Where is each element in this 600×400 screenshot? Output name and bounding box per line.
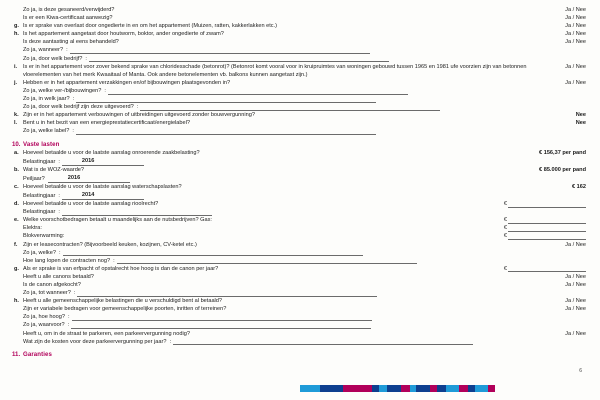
row-label: d. xyxy=(14,201,19,208)
answer-value[interactable]: 2016 xyxy=(48,174,130,183)
question-row xyxy=(10,330,586,338)
answer-blank[interactable] xyxy=(508,265,586,272)
row-answer[interactable]: € 85.000 per pand xyxy=(539,166,586,173)
colon-separator: : xyxy=(66,47,68,54)
answer-blank[interactable] xyxy=(71,322,371,329)
section-title: Garanties xyxy=(23,350,53,358)
barcode-bar xyxy=(475,385,489,392)
section-heading-vaste-lasten xyxy=(10,141,586,148)
question-row xyxy=(10,273,586,281)
row-question: Heeft u, om in de straat te parkeren, een parkeervergunning nodig? xyxy=(23,330,190,337)
row-answer[interactable]: Ja / Nee xyxy=(565,330,586,337)
row-question: Blokverwarming: xyxy=(23,233,65,240)
row-answer[interactable]: Ja / Nee xyxy=(565,298,586,305)
question-row xyxy=(10,249,586,257)
question-row xyxy=(10,166,586,174)
answer-blank[interactable] xyxy=(89,55,389,62)
answer-blank[interactable] xyxy=(508,216,586,223)
top-question-block xyxy=(10,6,586,136)
colon-separator: : xyxy=(58,158,60,165)
row-label: f. xyxy=(14,241,18,248)
euro-symbol: € xyxy=(503,233,507,240)
row-answer[interactable]: Ja / Nee xyxy=(565,23,586,30)
row-question: Belastingjaar xyxy=(23,192,56,199)
colon-separator: : xyxy=(136,104,139,111)
row-question: Belastingjaar xyxy=(23,209,56,216)
row-label: j. xyxy=(14,79,18,86)
answer-blank[interactable] xyxy=(62,208,212,215)
row-answer[interactable]: € 162 xyxy=(572,183,586,190)
row-label: k. xyxy=(14,112,19,119)
question-row xyxy=(10,30,586,38)
question-row xyxy=(10,289,586,297)
row-question: Zo ja, door welk bedrijf? xyxy=(23,55,83,62)
row-answer[interactable]: Ja / Nee xyxy=(565,79,586,86)
colon-separator: : xyxy=(72,96,75,103)
barcode-strip xyxy=(300,385,495,392)
answer-blank[interactable] xyxy=(117,257,417,264)
row-question: Zo ja, door welk bedrijf zijn deze uitgevoerd? xyxy=(23,104,134,111)
row-question: Zijn er in het appartement verbouwingen of uitbreidingen uitgevoerd zonder bouwvergunning? xyxy=(23,112,255,119)
row-question: Heeft u alle gemeenschappelijke belastingen die u verschuldigd bent al betaald? xyxy=(23,298,223,305)
question-row xyxy=(10,208,586,216)
colon-separator: : xyxy=(58,192,60,199)
question-row xyxy=(10,95,586,103)
euro-symbol: € xyxy=(503,217,507,224)
question-row xyxy=(10,281,586,289)
row-answer[interactable]: Ja / Nee xyxy=(565,241,586,248)
answer-blank[interactable] xyxy=(72,314,372,321)
section-title: Vaste lasten xyxy=(23,140,60,148)
row-question: Zo ja, welke ver-/bijbouwingen? xyxy=(23,87,102,94)
row-question: Zo ja, welke label? xyxy=(23,128,70,135)
barcode-bar xyxy=(468,385,475,392)
question-row xyxy=(10,127,586,135)
question-row xyxy=(10,297,586,305)
row-label: e. xyxy=(14,217,19,224)
row-question: Hoeveel betaalde u voor de laatste aanslag onroerende zaakbelasting? xyxy=(23,149,200,156)
question-row xyxy=(10,321,586,329)
row-answer[interactable]: Ja / Nee xyxy=(565,7,586,13)
euro-symbol: € xyxy=(503,201,507,208)
row-answer[interactable]: Ja / Nee xyxy=(565,282,586,288)
answer-blank[interactable] xyxy=(77,289,377,296)
row-question: Is er een Kiwa-certificaat aanwezig? xyxy=(23,15,113,22)
colon-separator: : xyxy=(67,322,70,329)
barcode-bar xyxy=(351,385,358,392)
question-row xyxy=(10,313,586,321)
row-answer[interactable]: Ja / Nee xyxy=(565,31,586,38)
question-row xyxy=(10,38,586,46)
row-question: Hoeveel betaalde u voor de laatste aanslag waterschapslasten? xyxy=(23,183,182,190)
row-answer[interactable]: Nee xyxy=(575,112,586,119)
answer-blank[interactable] xyxy=(70,47,370,54)
row-question: Peiljaar? xyxy=(23,175,45,182)
row-answer[interactable]: Ja / Nee xyxy=(565,39,586,46)
row-question: Is deze aantasting al eens behandeld? xyxy=(23,39,119,46)
answer-blank[interactable] xyxy=(76,95,376,102)
barcode-bar xyxy=(329,385,343,392)
page-number: 6 xyxy=(579,368,582,374)
row-question: Hoe lang lopen de contracten nog? xyxy=(23,257,111,264)
answer-blank[interactable] xyxy=(76,128,376,135)
section-number: 11. xyxy=(12,350,21,358)
question-row xyxy=(10,79,586,87)
question-row xyxy=(10,103,586,111)
colon-separator: : xyxy=(104,87,106,94)
barcode-bar xyxy=(488,385,495,392)
row-question: Als er sprake is van erfpacht of opstalrecht hoe hoog is dan de canon per jaar? xyxy=(23,265,219,272)
question-row xyxy=(10,14,586,22)
row-question: Zijn er leasecontracten? (Bijvoorbeeld keuken, kozijnen, CV-ketel etc.) xyxy=(23,241,197,248)
row-question: Zo ja, hoe hoog? xyxy=(23,314,65,321)
row-question: Heeft u alle canons betaald? xyxy=(23,273,94,280)
colon-separator: : xyxy=(72,128,74,135)
row-question: Is er sprake van overlast door ongedierte in en om het appartement (Muizen, ratten, kakkerlakken etc.) xyxy=(23,23,278,30)
question-row xyxy=(10,111,586,119)
row-question: Zo ja, tot wanneer? xyxy=(23,290,71,297)
barcode-bar xyxy=(387,385,401,392)
answer-value[interactable]: 2016 xyxy=(62,157,144,166)
row-question: Is het appartement aangetast door houtworm, boktor, ander ongedierte of zwam? xyxy=(23,31,224,38)
row-answer[interactable]: Ja / Nee xyxy=(565,306,586,313)
question-row xyxy=(10,149,586,157)
answer-value[interactable]: 2014 xyxy=(62,191,144,200)
colon-separator: : xyxy=(169,338,172,345)
row-question: Is er in het appartement voor zover bekend sprake van chloridesschade (betonrot)? (Betonrot komt vooral voor in kruipruimtes van woningen gebouwd tussen 1965 en 1981 ufe voorzien zijn van betonnen vloerelementen van het merk Kwaaitaal of Manta. Ook andere betonelementen vb. balkons kunnen aangetast zijn.) xyxy=(23,63,527,78)
row-label: b. xyxy=(14,166,19,173)
question-row xyxy=(10,232,586,240)
euro-symbol: € xyxy=(503,265,507,272)
question-row xyxy=(10,257,586,265)
question-row xyxy=(10,87,586,95)
colon-separator: : xyxy=(113,257,115,264)
colon-separator: : xyxy=(85,55,87,62)
barcode-bar xyxy=(300,385,314,392)
row-question: Zo ja, in welk jaar? xyxy=(23,96,70,103)
question-row xyxy=(10,200,586,208)
row-question: Elektra: xyxy=(23,225,42,232)
question-row xyxy=(10,305,586,313)
row-question: Hoeveel betaalde u voor de laatste aanslag rioolrecht? xyxy=(23,201,159,208)
answer-blank[interactable] xyxy=(508,225,586,232)
section-number: 10. xyxy=(12,140,21,148)
question-row xyxy=(10,216,586,224)
question-row xyxy=(10,224,586,232)
question-row xyxy=(10,63,586,79)
question-row xyxy=(10,55,586,63)
section-10-rows xyxy=(10,149,586,346)
row-answer[interactable]: Ja / Nee xyxy=(565,273,586,280)
row-question: Belastingjaar xyxy=(23,158,56,165)
row-label: h. xyxy=(14,298,19,305)
row-question: Zijn er variabele bedragen voor gemeenschappelijke poorten, inritten of terreinen? xyxy=(23,306,227,313)
question-row xyxy=(10,119,586,127)
barcode-bar xyxy=(314,385,321,392)
question-row xyxy=(10,241,586,249)
barcode-bar xyxy=(372,385,379,392)
row-label: g. xyxy=(14,265,19,272)
section-heading-garanties xyxy=(10,351,586,358)
row-question: Zo ja, waarvoor? xyxy=(23,322,65,329)
row-label: g. xyxy=(14,23,19,30)
row-label: a. xyxy=(14,149,19,156)
question-row xyxy=(10,191,586,200)
barcode-bar xyxy=(401,385,410,392)
barcode-bar xyxy=(410,385,417,392)
barcode-bar xyxy=(379,385,388,392)
barcode-bar xyxy=(358,385,372,392)
question-row xyxy=(10,157,586,166)
question-row xyxy=(10,22,586,30)
answer-blank[interactable] xyxy=(63,249,363,256)
answer-blank[interactable] xyxy=(108,87,408,94)
answer-blank[interactable] xyxy=(508,200,586,207)
row-question: Wat zijn de kosten voor deze parkeervergunning per jaar? xyxy=(23,338,167,345)
question-row xyxy=(10,183,586,191)
row-question: Is de canon afgekocht? xyxy=(23,282,81,288)
row-answer[interactable]: € 156,37 per pand xyxy=(539,149,586,156)
question-row xyxy=(10,46,586,54)
question-row xyxy=(10,338,586,346)
row-question: Wat is de WOZ-waarde? xyxy=(23,166,85,173)
row-question: Zo ja, wanneer? xyxy=(23,47,64,54)
colon-separator: : xyxy=(58,249,61,256)
row-answer[interactable]: Ja / Nee xyxy=(565,63,586,70)
row-question: Hebben er in het appartement verzakkingen en/of bijbouwingen plaatsgevonden in? xyxy=(23,79,231,86)
answer-blank[interactable] xyxy=(140,103,440,110)
row-label: h. xyxy=(14,31,19,38)
question-row xyxy=(10,174,586,183)
barcode-bar xyxy=(320,385,329,392)
row-question: Zo ja, is deze gesaneerd/verwijderd? xyxy=(23,7,115,13)
barcode-bar xyxy=(430,385,437,392)
colon-separator: : xyxy=(58,209,60,216)
question-row xyxy=(10,265,586,273)
row-question: Welke voorschotbedragen betaalt u maandelijks aan de nutsbedrijven? Gas: xyxy=(23,217,212,224)
row-label: l. xyxy=(14,120,18,127)
colon-separator: : xyxy=(68,314,70,321)
question-row xyxy=(10,6,586,14)
barcode-bar xyxy=(437,385,446,392)
barcode-bar xyxy=(459,385,468,392)
euro-symbol: € xyxy=(503,225,507,232)
colon-separator: : xyxy=(73,290,76,297)
barcode-bar xyxy=(416,385,430,392)
row-answer[interactable]: Ja / Nee xyxy=(565,15,586,22)
row-question: Zo ja, welke? xyxy=(23,249,56,256)
barcode-bar xyxy=(343,385,352,392)
row-question: Bent u in het bezit van een energieprestatiecertificaat/energielabel? xyxy=(23,120,190,127)
row-answer[interactable]: Nee xyxy=(575,120,586,127)
answer-blank[interactable] xyxy=(508,233,586,240)
answer-blank[interactable] xyxy=(173,338,473,345)
row-label: i. xyxy=(14,63,18,70)
barcode-bar xyxy=(446,385,460,392)
row-label: c. xyxy=(14,183,19,190)
